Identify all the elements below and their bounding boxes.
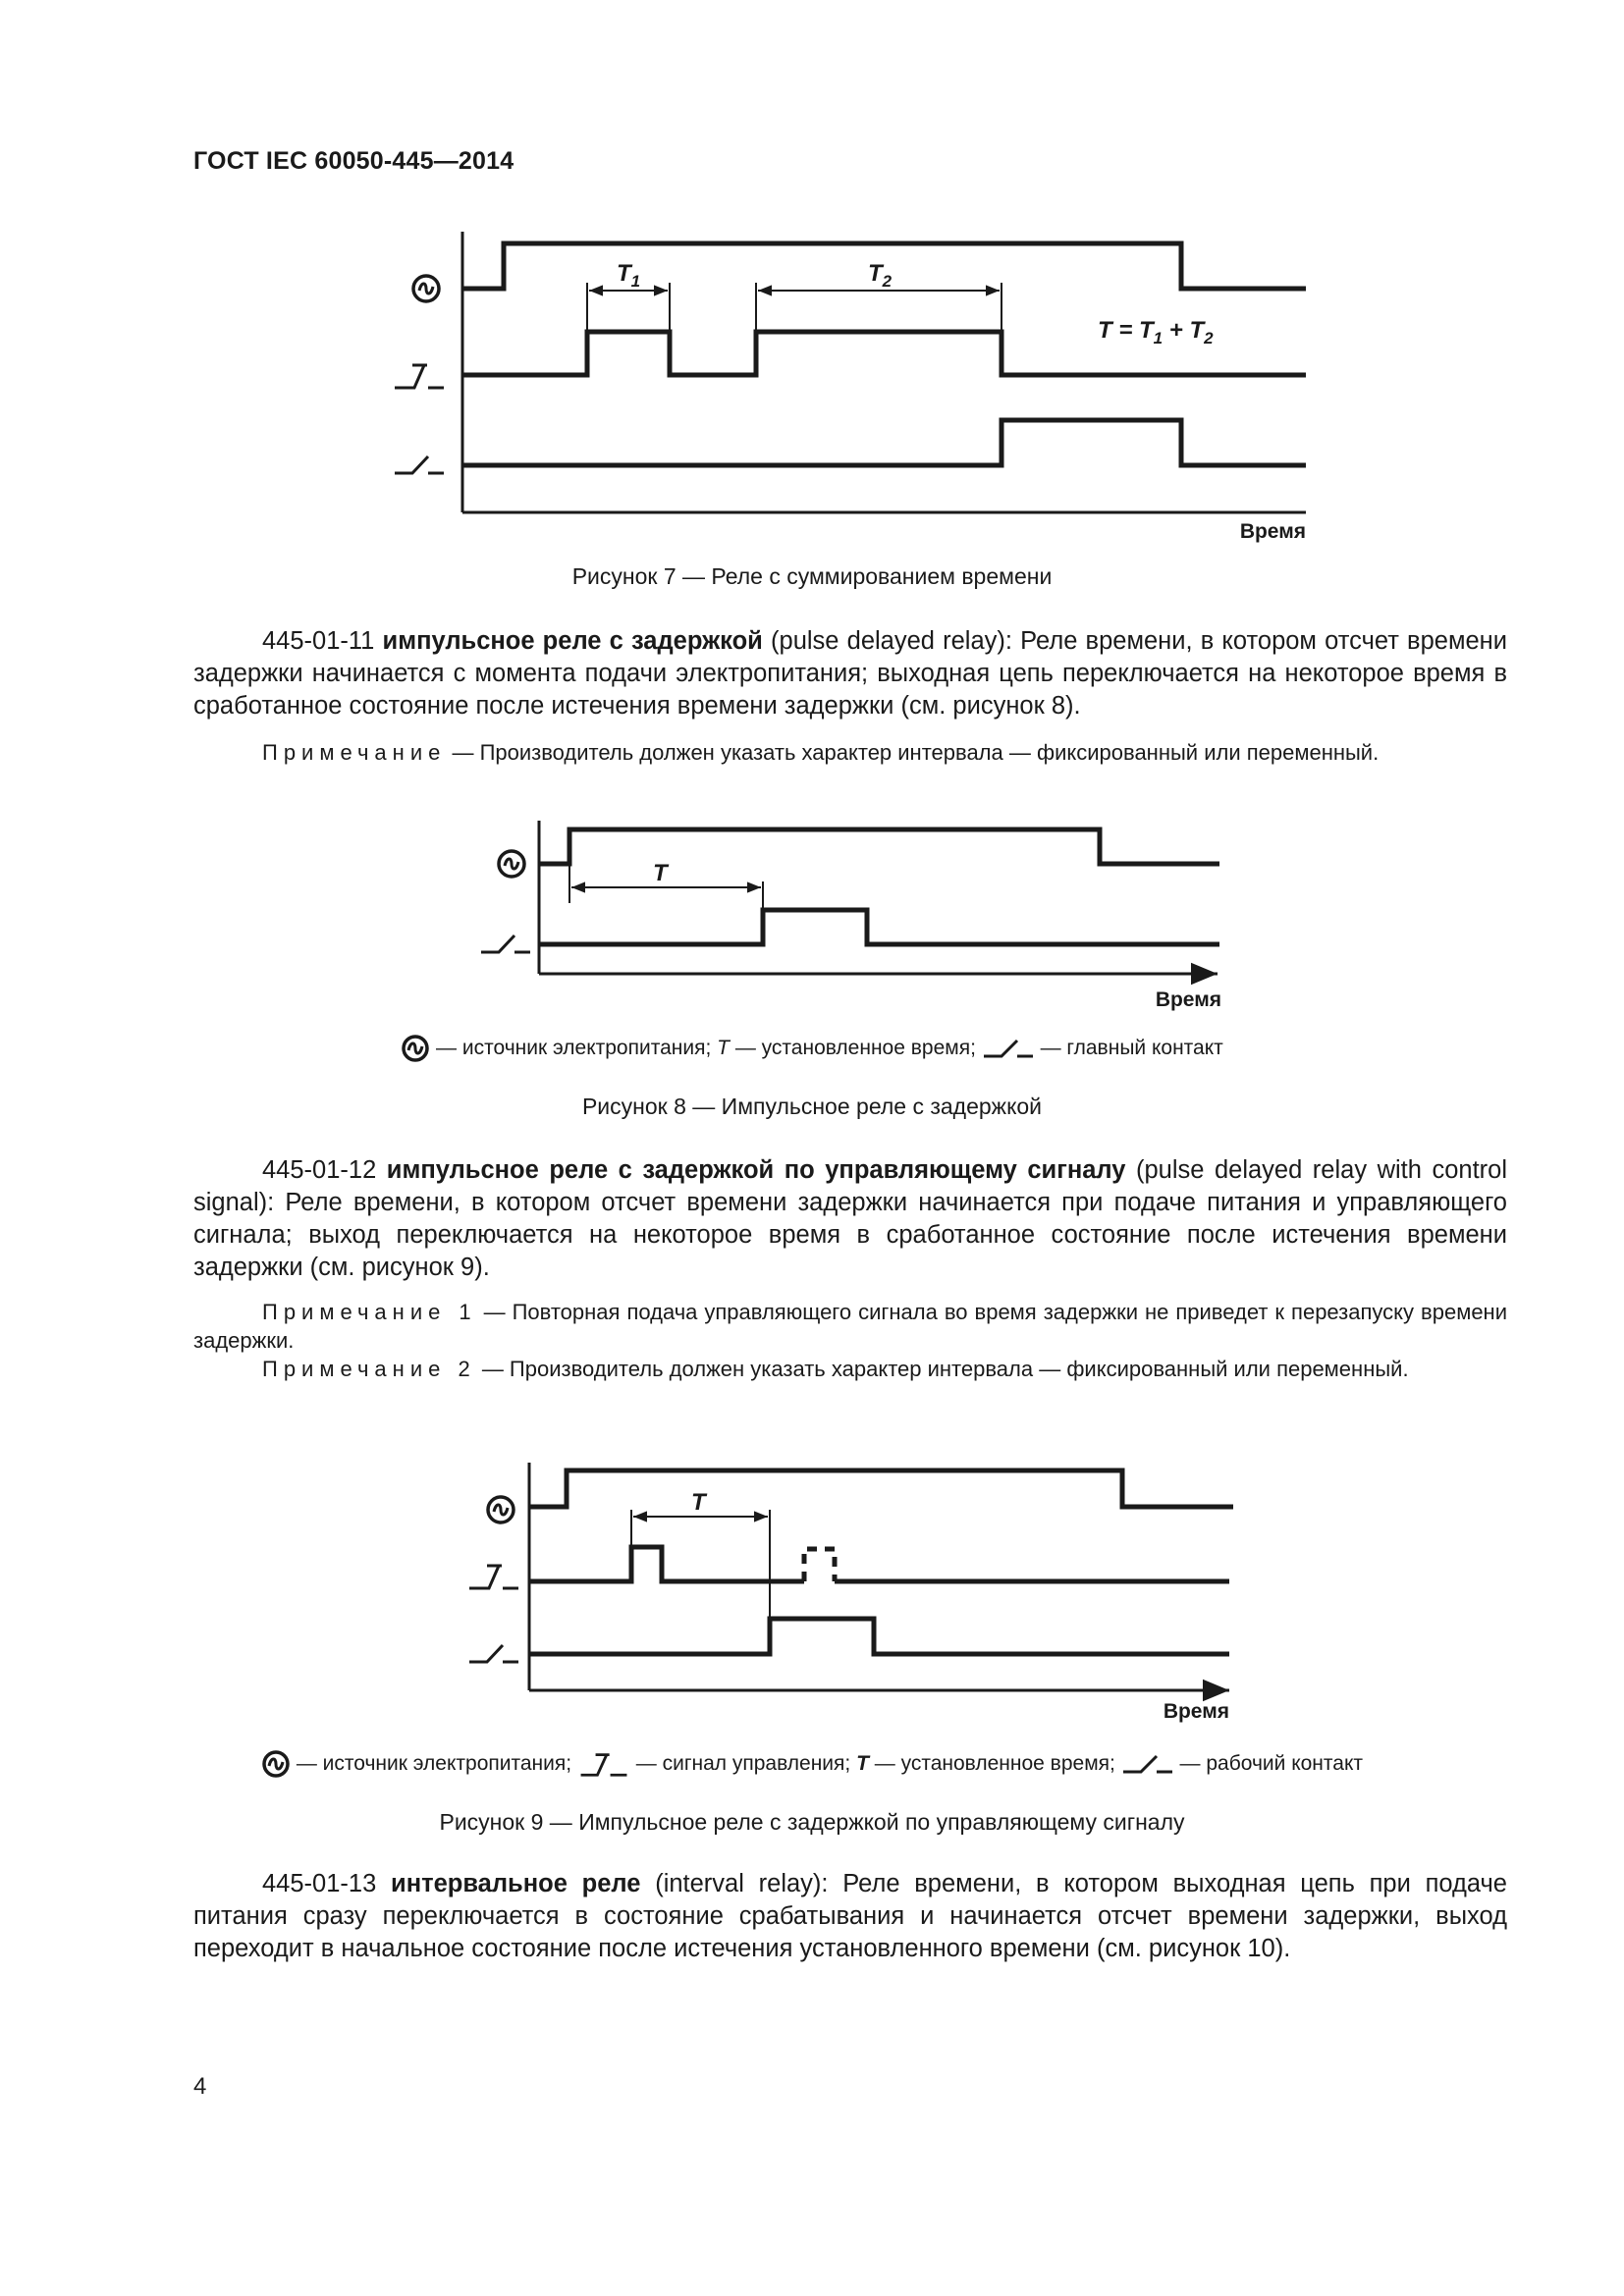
fig9-control-retrigger-dashed xyxy=(804,1549,835,1581)
fig8-power-waveform xyxy=(539,829,1219,864)
fig8-axis-label: Время xyxy=(1155,988,1221,1011)
control-signal-contact-icon xyxy=(469,1566,518,1588)
control-signal-contact-icon xyxy=(395,365,444,388)
control-signal-contact-icon xyxy=(577,1749,630,1779)
term-title: импульсное реле с задержкой по управляющему сигналу xyxy=(386,1156,1126,1184)
term-445-01-12 xyxy=(193,1154,1507,1284)
term-445-01-12-note-2 xyxy=(193,1355,1507,1383)
main-contact-icon xyxy=(469,1645,518,1662)
term-title: интервальное реле xyxy=(391,1870,641,1897)
term-definition: (interval relay): Реле времени, в котором выходная цепь при подаче питания сразу переключается в состояние срабатывания и начинается отсчет времени задержки, выход переходит в начальное состояние после истечения установленного времени (см. рисунок 10). xyxy=(193,1870,1507,1962)
term-445-01-11-note xyxy=(193,738,1507,767)
main-contact-icon xyxy=(1121,1752,1174,1776)
term-definition: (pulse delayed relay with control signal): Реле времени, в котором отсчет времени задержки начинается при подаче питания и управляющего сигнала; выход переключается на некоторое время в сработанное состояние после истечения времени задержки (см. рисунок 9). xyxy=(193,1156,1507,1281)
figure-7-caption: Рисунок 7 — Реле с суммированием времени xyxy=(571,563,1053,589)
power-source-icon xyxy=(488,1497,514,1522)
term-445-01-12-note-1 xyxy=(193,1298,1507,1355)
note-label: Примечание 1 xyxy=(262,1300,477,1324)
note-label: Примечание xyxy=(262,740,447,765)
fig9-power-waveform xyxy=(529,1470,1233,1507)
term-445-01-13 xyxy=(193,1868,1507,1965)
note-label: Примечание 2 xyxy=(262,1357,476,1381)
main-contact-icon xyxy=(395,456,444,473)
power-source-icon xyxy=(261,1749,291,1779)
figure-9-caption: Рисунок 9 — Импульсное реле с задержкой по управляющему сигналу xyxy=(439,1809,1185,1835)
document-id: ГОСТ IEC 60050-445—2014 xyxy=(193,147,514,175)
fig7-t1-label: $T_1$ xyxy=(617,260,641,291)
main-contact-icon xyxy=(982,1037,1035,1060)
figure-7-timing-diagram xyxy=(0,0,1624,569)
fig8-t-label: T xyxy=(653,860,668,886)
term-number: 445-01-12 xyxy=(262,1156,377,1184)
figure-8-timing-diagram xyxy=(0,805,1624,1021)
note-text: — Повторная подача управляющего сигнала во время задержки не приведет к перезапуску времени задержки. xyxy=(193,1300,1507,1353)
fig7-t2-label: $T_2$ xyxy=(868,260,893,291)
figure-9-timing-diagram xyxy=(0,1451,1624,1726)
note-text: — Производитель должен указать характер интервала — фиксированный или переменный. xyxy=(452,740,1380,765)
main-contact-icon xyxy=(481,935,530,952)
power-source-icon xyxy=(413,276,439,301)
term-title: импульсное реле с задержкой xyxy=(382,627,763,655)
term-number: 445-01-13 xyxy=(262,1870,377,1897)
fig9-output-waveform xyxy=(529,1619,1229,1654)
term-definition: (pulse delayed relay): Реле времени, в котором отсчет времени задержки начинается с момента подачи электропитания; выходная цепь переключается на некоторое время в сработанное состояние после истечения времени задержки (см. рисунок 8). xyxy=(193,627,1507,720)
fig9-axis-label: Время xyxy=(1163,1700,1229,1723)
power-source-icon xyxy=(401,1034,430,1063)
fig9-t-label: T xyxy=(691,1489,706,1516)
figure-9-legend: — источник электропитания; — сигнал управления; T — установленное время; — рабочий контакт xyxy=(0,1749,1624,1779)
figure-8-legend: — источник электропитания; T — установленное время; — главный контакт xyxy=(0,1034,1624,1063)
page-number: 4 xyxy=(193,2073,207,2100)
fig7-output-waveform xyxy=(462,420,1306,465)
fig9-control-waveform xyxy=(529,1547,804,1581)
term-445-01-11 xyxy=(193,625,1507,722)
fig7-formula: $T = T_1 + T_2$ xyxy=(1098,317,1214,347)
note-text: — Производитель должен указать характер интервала — фиксированный или переменный. xyxy=(481,1357,1409,1381)
power-source-icon xyxy=(499,851,524,877)
fig7-axis-label: Время xyxy=(1239,520,1306,543)
term-number: 445-01-11 xyxy=(262,627,375,655)
figure-8-caption: Рисунок 8 — Импульсное реле с задержкой xyxy=(581,1094,1043,1119)
fig8-output-waveform xyxy=(539,910,1219,944)
